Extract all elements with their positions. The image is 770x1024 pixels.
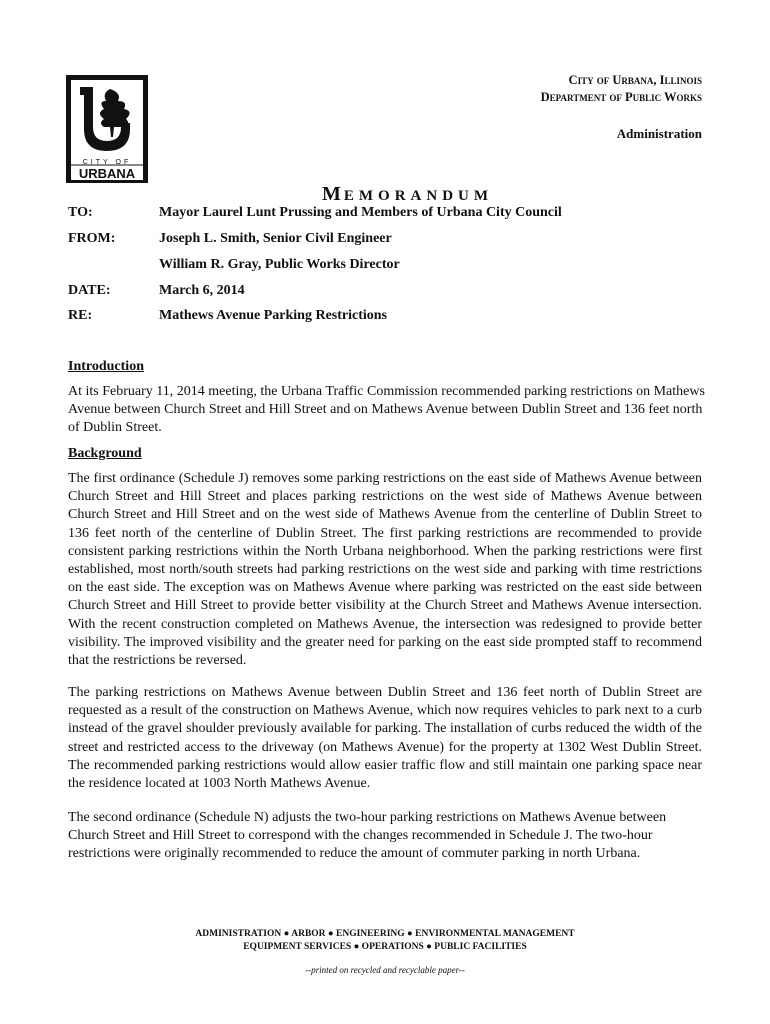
city-of-urbana-logo (66, 75, 148, 183)
date-label: DATE: (68, 283, 111, 298)
to-label: TO: (68, 205, 93, 220)
header-city-line: City of Urbana, Illinois (568, 73, 702, 87)
header-division: Administration (616, 126, 702, 141)
logo-line2: URBANA (78, 166, 136, 181)
from-value-1: Joseph L. Smith, Senior Civil Engineer (159, 231, 392, 246)
footer-divisions-line1: ADMINISTRATION ● ARBOR ● ENGINEERING ● ENVIRONMENTAL MANAGEMENT (195, 929, 575, 939)
introduction-paragraph: At its February 11, 2014 meeting, the Urbana Traffic Commission recommended parking restrictions on Mathews Avenue between Church Street and Hill Street and on Mathews Avenue between Dublin Street and 136 feet north of Dublin Street. (68, 384, 705, 436)
footer-divisions-line2: EQUIPMENT SERVICES ● OPERATIONS ● PUBLIC FACILITIES (243, 942, 527, 952)
date-value: March 6, 2014 (159, 283, 245, 298)
background-paragraph-3: The second ordinance (Schedule N) adjusts the two-hour parking restrictions on Mathews Avenue between Church Street and Hill Street to correspond with the changes recommended in Schedule J. The two-hour restrictions were originally recommended to reduce the amount of commuter parking in north Urbana. (68, 810, 667, 862)
re-value: Mathews Avenue Parking Restrictions (159, 308, 387, 323)
memo-title-rest: EMORANDUM (343, 188, 494, 204)
from-value-2: William R. Gray, Public Works Director (159, 257, 400, 272)
footer-recycled-note: --printed on recycled and recyclable paper-- (305, 965, 465, 975)
introduction-heading: Introduction (68, 359, 144, 374)
header-dept-line: Department of Public Works (540, 90, 702, 104)
logo-line1: CITY OF (82, 159, 132, 166)
background-heading: Background (68, 446, 142, 461)
background-paragraph-2: The parking restrictions on Mathews Avenue between Dublin Street and 136 feet north of Dublin Street are requested as a result of the construction on Mathews Avenue, which now requires vehicles to park next to a curb instead of the gravel shoulder previously available for parking. The installation of curbs reduced the width of the street and restricted access to the driveway (on Mathews Avenue) for the property at 1302 West Dublin Street. The recommended parking restrictions would allow easier traffic flow and still maintain one parking space near the residence located at 1003 North Mathews Avenue. (68, 685, 702, 792)
to-value: Mayor Laurel Lunt Prussing and Members of Urbana City Council (159, 205, 562, 220)
background-paragraph-1: The first ordinance (Schedule J) removes some parking restrictions on the east side of Mathews Avenue between Church Street and Hill Street and places parking restrictions on the west side of Mathews Avenue between Church Street and Hill Street and on the west side of Mathews Avenue from the centerline of Dublin Street to 136 feet north of the centerline of Dublin Street. The first parking restrictions are recommended to provide consistent parking restrictions within the North Urbana neighborhood. When the parking restrictions were first established, most north/south streets had parking restrictions on the west side and parking with time restrictions on the east side. The exception was on Mathews Avenue where parking was restricted on the east side between Church Street and Hill Street to provide better visibility at the Church Street and Mathews Avenue intersection. With the recent construction completed on Mathews Avenue, the intersection was redesigned to provide better visibility. The improved visibility and the greater need for parking on the east side prompted staff to recommend that the restrictions be reversed. (68, 471, 702, 669)
header-address (541, 72, 702, 106)
re-label: RE: (68, 308, 93, 323)
from-label: FROM: (68, 231, 116, 246)
memo-title-initial: M (322, 183, 344, 205)
oak-leaf-icon (66, 75, 148, 183)
memo-title (322, 183, 493, 206)
